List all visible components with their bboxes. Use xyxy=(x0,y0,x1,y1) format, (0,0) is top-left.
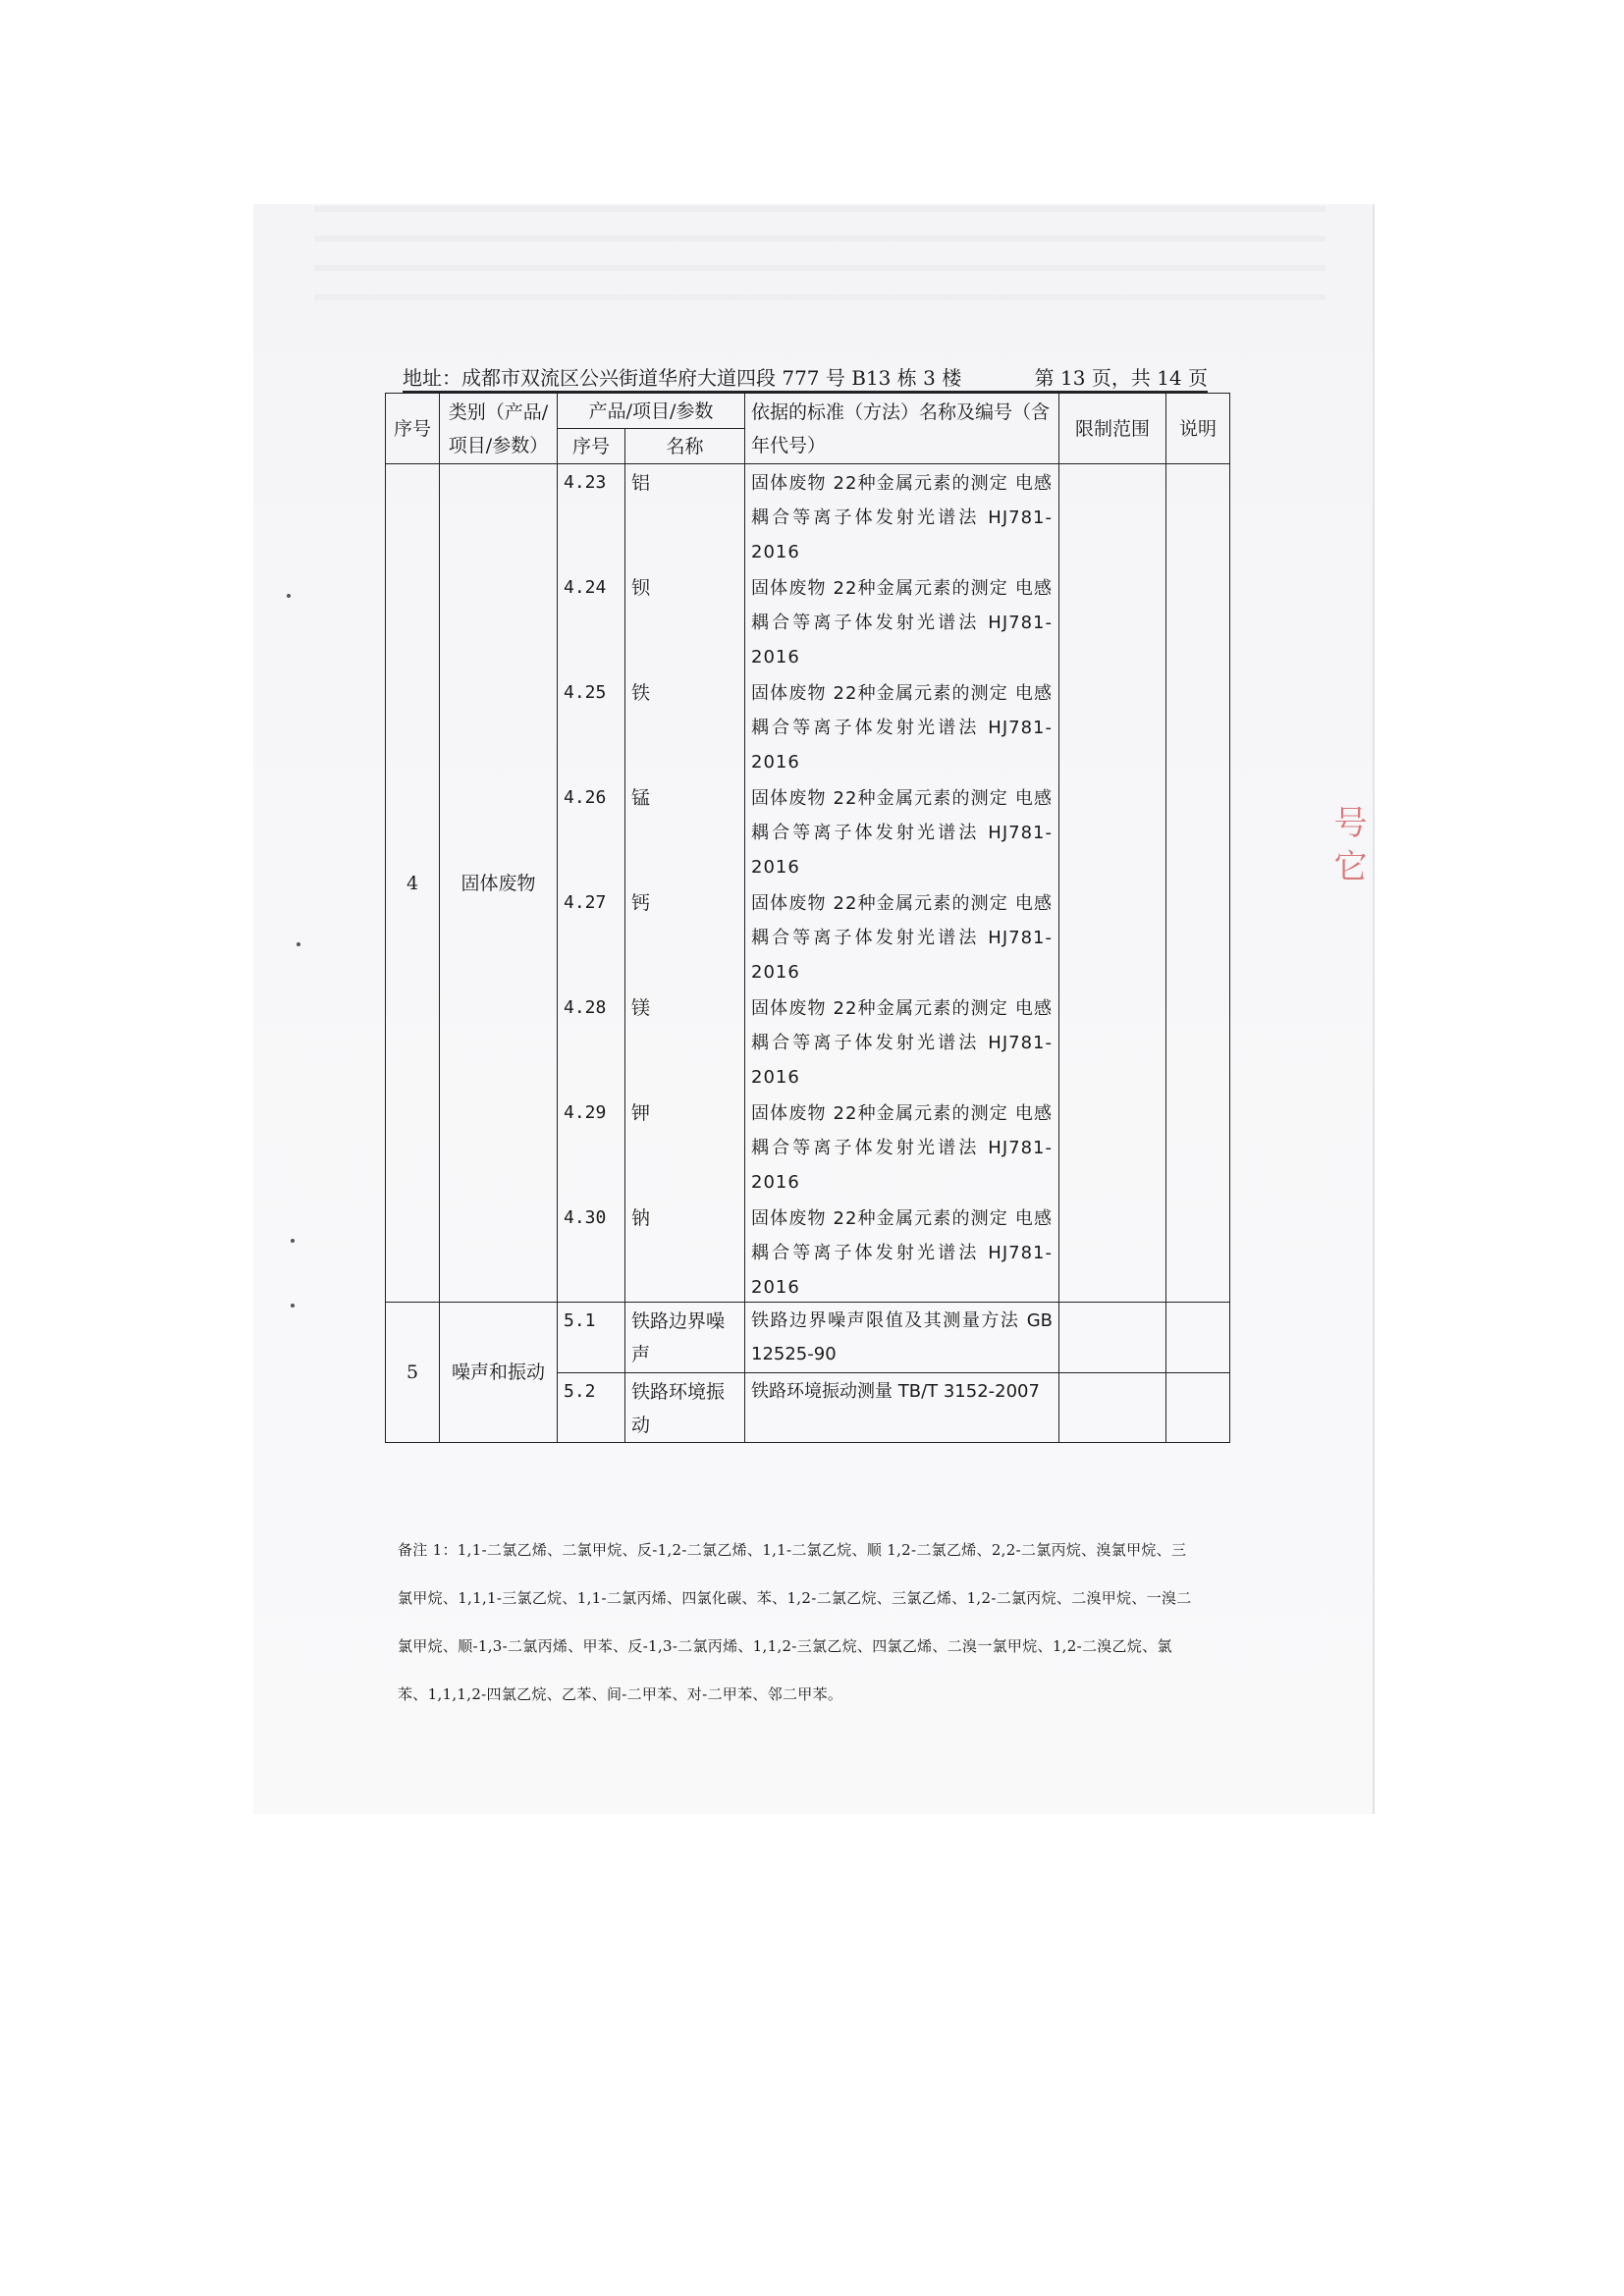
item-no: 4.24 xyxy=(564,577,607,598)
accreditation-table xyxy=(385,393,1230,1443)
item-no: 5.1 xyxy=(558,1303,625,1373)
item-standard: 铁路边界噪声限值及其测量方法 GB 12525-90 xyxy=(745,1303,1059,1373)
item-no: 4.26 xyxy=(564,787,607,808)
item-standard: 固体废物 22种金属元素的测定 电感耦合等离子体发射光谱法 HJ781-2016 xyxy=(751,683,1053,773)
limit-cell xyxy=(1059,1303,1166,1373)
limit-cell xyxy=(1059,464,1166,1303)
item-name: 钠 xyxy=(631,1207,651,1229)
item-name: 铁路边界噪声 xyxy=(625,1303,745,1373)
footnote: 备注 1：1,1-二氯乙烯、二氯甲烷、反-1,2-二氯乙烯、1,1-二氯乙烷、顺 1,2-二氯乙烯、2,2-二氯丙烷、溴氯甲烷、三氯甲烷、1,1,1-三氯乙烷、1,1-二氯丙烯、四氯化碳、苯、1,2-二氯乙烷、三氯乙烯、1,2-二氯丙烷、二溴甲烷、一溴二氯甲烷、顺-1,3-二氯丙烯、甲苯、反-1,3-二氯丙烯、1,1,2-三氯乙烷、四氯乙烯、二溴一氯甲烷、1,2-二溴乙烷、氯苯、1,1,1,2-四氯乙烷、乙苯、间-二甲苯、对-二甲苯、邻二甲苯。 xyxy=(398,1541,1192,1703)
group-category: 噪声和振动 xyxy=(440,1303,558,1443)
item-name: 铁 xyxy=(631,682,651,704)
scan-speck xyxy=(297,942,300,946)
remark-cell xyxy=(1166,464,1230,1303)
scan-speck xyxy=(291,1304,295,1308)
item-standard: 固体废物 22种金属元素的测定 电感耦合等离子体发射光谱法 HJ781-2016 xyxy=(751,1208,1053,1298)
header-remark: 说明 xyxy=(1166,394,1230,464)
group-seq: 5 xyxy=(386,1303,440,1443)
item-name-column xyxy=(625,464,745,1303)
item-no: 4.30 xyxy=(564,1207,607,1228)
header-standard: 依据的标准（方法）名称及编号（含年代号） xyxy=(745,394,1059,464)
bleed-through-text xyxy=(314,206,1326,324)
header-category: 类别（产品/项目/参数） xyxy=(440,394,558,464)
item-name: 锰 xyxy=(631,787,651,809)
header-product-group: 产品/项目/参数 xyxy=(558,394,745,429)
header-limit: 限制范围 xyxy=(1059,394,1166,464)
scan-speck xyxy=(291,1239,295,1243)
page-header xyxy=(403,363,1208,391)
scan-speck xyxy=(287,594,291,598)
address-text: 地址：成都市双流区公兴街道华府大道四段 777 号 B13 栋 3 楼 xyxy=(403,366,962,390)
page-number: 第 13 页，共 14 页 xyxy=(1034,366,1208,390)
remark-cell xyxy=(1166,1373,1230,1443)
item-standard: 固体废物 22种金属元素的测定 电感耦合等离子体发射光谱法 HJ781-2016 xyxy=(751,1103,1053,1193)
item-name: 钾 xyxy=(631,1102,651,1124)
remark-cell xyxy=(1166,1303,1230,1373)
item-standard: 固体废物 22种金属元素的测定 电感耦合等离子体发射光谱法 HJ781-2016 xyxy=(751,788,1053,878)
red-stamp-fragment: 号 它 xyxy=(1327,805,1367,882)
item-standard: 固体废物 22种金属元素的测定 电感耦合等离子体发射光谱法 HJ781-2016 xyxy=(751,473,1053,562)
limit-cell xyxy=(1059,1373,1166,1443)
item-name: 钡 xyxy=(631,577,651,599)
item-no-column xyxy=(558,464,625,1303)
item-no: 4.27 xyxy=(564,892,607,913)
item-name: 钙 xyxy=(631,892,651,914)
item-no: 4.28 xyxy=(564,997,607,1018)
item-no: 4.23 xyxy=(564,472,607,493)
header-sub-seq: 序号 xyxy=(558,429,625,464)
item-no: 5.2 xyxy=(558,1373,625,1443)
item-name: 铁路环境振动 xyxy=(625,1373,745,1443)
header-seq: 序号 xyxy=(386,394,440,464)
item-name: 镁 xyxy=(631,997,651,1019)
item-standard: 固体废物 22种金属元素的测定 电感耦合等离子体发射光谱法 HJ781-2016 xyxy=(751,893,1053,983)
item-no: 4.29 xyxy=(564,1102,607,1123)
item-standard: 固体废物 22种金属元素的测定 电感耦合等离子体发射光谱法 HJ781-2016 xyxy=(751,998,1053,1088)
item-standard: 铁路环境振动测量 TB/T 3152-2007 xyxy=(745,1373,1059,1443)
item-no: 4.25 xyxy=(564,682,607,703)
item-standard: 固体废物 22种金属元素的测定 电感耦合等离子体发射光谱法 HJ781-2016 xyxy=(751,578,1053,667)
group-category: 固体废物 xyxy=(440,464,558,1303)
group-seq: 4 xyxy=(386,464,440,1303)
item-standard-column xyxy=(745,464,1059,1303)
header-sub-name: 名称 xyxy=(625,429,745,464)
item-name: 铝 xyxy=(631,472,651,494)
